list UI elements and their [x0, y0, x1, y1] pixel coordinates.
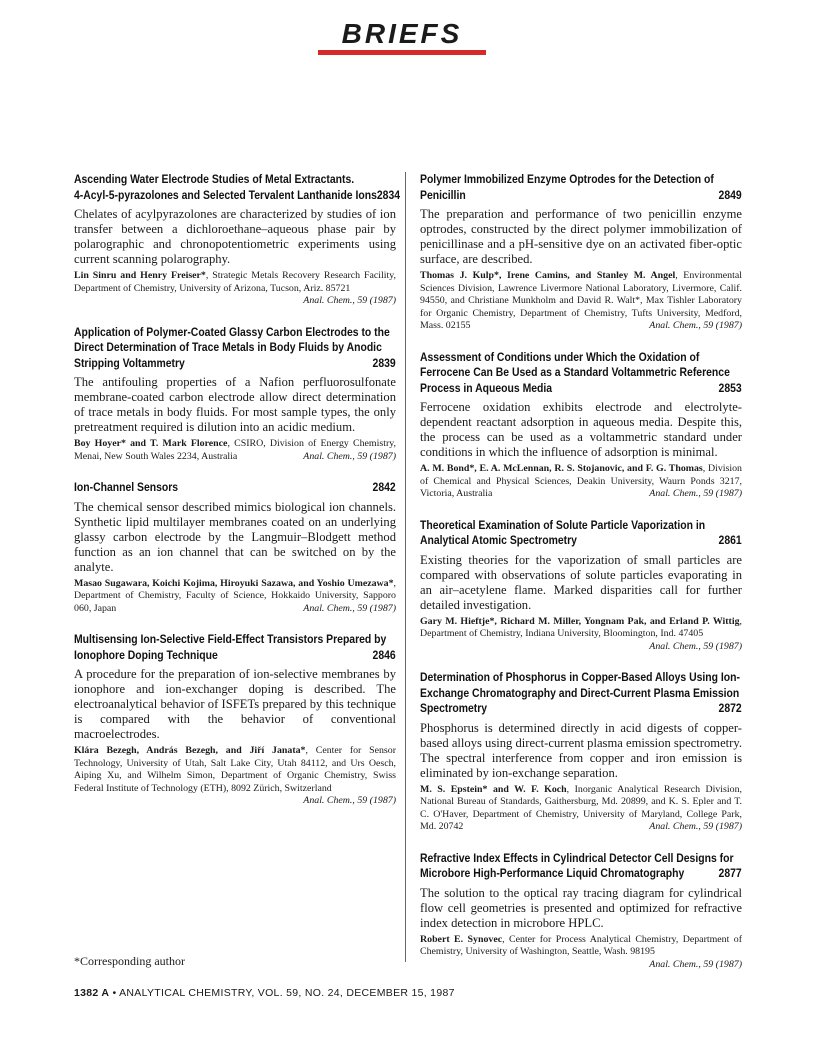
title-line [420, 686, 742, 702]
title-text: Analytical Atomic Spectrometry [420, 533, 577, 547]
title-line [74, 480, 396, 496]
entry-abstract: The antifouling properties of a Nafion perfluorosulfonate membrane-coated carbon electrode allow direct determination of trace metals in body fluids. For most sample types, the only pretreatment required is dilution into an acidic medium. [74, 375, 396, 434]
title-line [420, 172, 742, 188]
entry-abstract: Phosphorus is determined directly in acid digests of copper-based alloys using direct-current plasma emission spectrometry. The spectral interference from copper and iron emission is eliminated by ion-exchange separation. [420, 720, 742, 780]
author-affiliation: , CSIRO, Division of Energy Chemistry, Menai, New South Wales 2234, Australia [74, 438, 396, 462]
entry-authors-block [420, 463, 742, 501]
title-text: Ferrocene Can Be Used as a Standard Voltammetric Reference [420, 365, 730, 379]
author-affiliation: , Department of Chemistry, Faculty of Science, Hokkaido University, Sapporo 060, Japan [74, 577, 396, 614]
page-number: 2846 [372, 647, 396, 662]
brief-entry [420, 851, 742, 972]
author-affiliation: , Department of Chemistry, Indiana University, Bloomington, Ind. 47405 [420, 615, 742, 639]
author-affiliation: , Center for Sensor Technology, University of Utah, Salt Lake City, Utah 84112, and Urs Oesch, Aiping Xu, and Wilhelm Simon, Department of Organic Chemistry, Swiss Federal Institute of Technology (ETH), 8092 Zürich, Switzerland [74, 745, 396, 794]
title-text: Ascending Water Electrode Studies of Metal Extractants. [74, 172, 355, 186]
title-line [420, 851, 742, 867]
title-text: Application of Polymer-Coated Glassy Carbon Electrodes to the [74, 324, 390, 339]
corresponding-author-footnote: *Corresponding author [74, 954, 185, 968]
journal-citation: Anal. Chem., 59 (1987) [303, 795, 396, 806]
title-text: Polymer Immobilized Enzyme Optrodes for the Detection of [420, 172, 714, 186]
journal-citation: Anal. Chem., 59 (1987) [303, 295, 396, 306]
entry-authors-block [420, 934, 742, 972]
brief-entry [74, 325, 396, 464]
title-text: Direct Determination of Trace Metals in Body Fluids by Anodic [74, 340, 382, 354]
page-number: 2872 [718, 701, 742, 715]
journal-citation: Anal. Chem., 59 (1987) [649, 320, 742, 331]
entry-abstract: Chelates of acylpyrazolones are characterized by studies of ion transfer between a dichloroethane–aqueous phase pair by polarographic and chronopotentiometric experiments using current scanning polarography. [74, 207, 396, 266]
title-text: Exchange Chromatography and Direct-Current Plasma Emission [420, 685, 740, 700]
masthead-red-bar [318, 50, 486, 55]
entry-title [420, 518, 742, 549]
page-number: 2839 [372, 355, 396, 370]
title-text: Process in Aqueous Media [420, 380, 553, 395]
entry-title [420, 851, 742, 882]
entry-abstract: The solution to the optical ray tracing diagram for cylindrical flow cell geometries is presented and optimized for refractive index detection in microbore HPLC. [420, 885, 742, 930]
title-line [420, 866, 742, 882]
author-names: Thomas J. Kulp*, Irene Camins, and Stanley M. Angel [420, 270, 676, 281]
title-line [74, 325, 396, 341]
page-footer [74, 987, 455, 999]
author-names: Masao Sugawara, Koichi Kojima, Hiroyuki Sazawa, and Yoshio Umezawa* [74, 577, 394, 589]
title-line [74, 356, 396, 372]
title-text: Microbore High-Performance Liquid Chromatography [420, 866, 685, 880]
brief-entry [74, 172, 401, 308]
brief-entry [74, 480, 396, 615]
title-text: Theoretical Examination of Solute Particle Vaporization in [420, 517, 706, 532]
author-names: Klára Bezegh, András Bezegh, and Jiří Janata* [74, 745, 306, 756]
author-affiliation: , Division of Chemical and Physical Sciences, Deakin University, Waurn Ponds 3217, Victoria, Australia [420, 463, 742, 499]
entry-abstract: Ferrocene oxidation exhibits electrode and electrolyte-dependent reactant adsorption in aqueous media. Despite this, the process can be used as a voltammetric standard under conditions in which the influence of adsorption is minimal. [420, 400, 742, 459]
author-names: Robert E. Synovec [420, 933, 503, 945]
column-divider [405, 172, 406, 962]
title-line [420, 365, 742, 381]
title-line [420, 188, 742, 204]
title-text: Stripping Voltammetry [74, 355, 185, 370]
title-text: Ion-Channel Sensors [74, 480, 179, 494]
author-names: A. M. Bond*, E. A. McLennan, R. S. Stojanovic, and F. G. Thomas [420, 463, 703, 474]
title-text: Determination of Phosphorus in Copper-Based Alloys Using Ion- [420, 670, 740, 684]
footer-page-number: 1382 A [74, 987, 110, 999]
entry-title [420, 670, 742, 717]
title-line [74, 187, 401, 204]
journal-citation: Anal. Chem., 59 (1987) [303, 450, 396, 462]
author-affiliation: , Inorganic Analytical Research Division, National Bureau of Standards, Gaithersburg, Md. 20899, and K. S. Epler and T. C. O'Haver, Department of Chemistry, University of Maryland, College Park, Md. 20742 [420, 783, 742, 832]
author-affiliation: , Strategic Metals Recovery Research Facility, Department of Chemistry, University of Arizona, Tucson, Ariz. 85721 [74, 270, 396, 294]
left-column [74, 172, 401, 825]
title-text: Ionophore Doping Technique [74, 647, 218, 662]
entry-title [74, 172, 401, 203]
brief-entry [420, 518, 742, 654]
page-number: 2834 [376, 187, 401, 202]
author-names: M. S. Epstein* and W. F. Koch [420, 783, 567, 795]
page-number: 2842 [372, 480, 396, 494]
journal-citation: Anal. Chem., 59 (1987) [649, 958, 742, 970]
title-text: Assessment of Conditions under Which the Oxidation of [420, 349, 700, 364]
entry-authors-block [420, 616, 742, 654]
entry-title [74, 632, 396, 663]
title-line [420, 518, 742, 534]
page-number: 2877 [718, 866, 742, 880]
briefs-wordmark: BRIEFS [341, 18, 463, 49]
title-text: Multisensing Ion-Selective Field-Effect Transistors Prepared by [74, 632, 387, 646]
journal-citation: Anal. Chem., 59 (1987) [649, 640, 742, 652]
title-line [74, 172, 396, 188]
brief-entry [420, 670, 742, 834]
page-number: 2861 [718, 533, 742, 547]
title-text: 4-Acyl-5-pyrazolones and Selected Tervalent Lanthanide Ions [74, 187, 377, 202]
journal-citation: Anal. Chem., 59 (1987) [649, 488, 742, 499]
title-line [420, 670, 742, 686]
entry-abstract: A procedure for the preparation of ion-selective membranes by ionophore and ion-exchanger doping is described. The electroanalytical behavior of ISFETs prepared by this technique is compared with the behavior of conventional macroelectrodes. [74, 667, 396, 741]
entry-abstract: The preparation and performance of two penicillin enzyme optrodes, constructed by the direct polymer immobilization of penicillinase and a pH-sensitive dye on an activated fiber-optic surface, are described. [420, 207, 742, 266]
right-column [420, 172, 742, 988]
entry-authors-block [420, 784, 742, 834]
author-affiliation: , Center for Process Analytical Chemistry, Department of Chemistry, University of Washington, Seattle, Wash. 98195 [420, 933, 743, 957]
entry-authors-block [74, 578, 396, 616]
footer-bullet: • [112, 987, 117, 999]
title-line [74, 632, 396, 648]
author-names: Gary M. Hieftje*, Richard M. Miller, Yongnam Pak, and Erland P. Wittig [420, 615, 740, 627]
entry-authors-block [74, 745, 396, 808]
title-line [74, 340, 396, 356]
journal-citation: Anal. Chem., 59 (1987) [303, 602, 396, 614]
title-text: Refractive Index Effects in Cylindrical Detector Cell Designs for [420, 850, 734, 865]
author-names: Lin Sinru and Henry Freiser* [74, 270, 206, 281]
footer-journal-info: ANALYTICAL CHEMISTRY, VOL. 59, NO. 24, DECEMBER 15, 1987 [119, 987, 455, 999]
entry-title [420, 172, 742, 203]
page-number: 2853 [718, 380, 742, 395]
title-line [420, 381, 742, 397]
author-names: Boy Hoyer* and T. Mark Florence [74, 438, 228, 449]
entry-title [420, 350, 742, 397]
entry-title [74, 325, 396, 372]
brief-entry [74, 632, 396, 808]
masthead [316, 18, 488, 56]
title-text: Penicillin [420, 187, 466, 202]
entry-abstract: Existing theories for the vaporization of small particles are compared with observations of solute particles evaporating in an air–acetylene flame. Marked disparities call for further detailed investigation. [420, 552, 742, 612]
brief-entry [420, 172, 742, 333]
entry-title [74, 480, 396, 496]
title-text: Spectrometry [420, 701, 488, 715]
page-number: 2849 [718, 187, 742, 202]
brief-entry [420, 350, 742, 501]
entry-authors-block [74, 438, 396, 463]
title-line [420, 533, 742, 549]
entry-abstract: The chemical sensor described mimics biological ion channels. Synthetic lipid multilayer membranes coated on an underlying glassy carbon electrode by the Langmuir–Blodgett method function as an ion channel that can be switched on by the analyte. [74, 499, 396, 574]
entry-authors-block [420, 270, 742, 333]
title-line [420, 350, 742, 366]
title-line [420, 701, 742, 717]
journal-citation: Anal. Chem., 59 (1987) [649, 821, 742, 832]
title-line [74, 648, 396, 664]
author-affiliation: , Environmental Sciences Division, Lawrence Livermore National Laboratory, Livermore, Calif. 94550, and Christiane Munkholm and David R. Walt*, Max Tishler Laboratory for Organic Chemistry, Department of Chemistry, Tufts University, Medford, Mass. 02155 [420, 270, 742, 331]
entry-authors-block [74, 270, 396, 308]
